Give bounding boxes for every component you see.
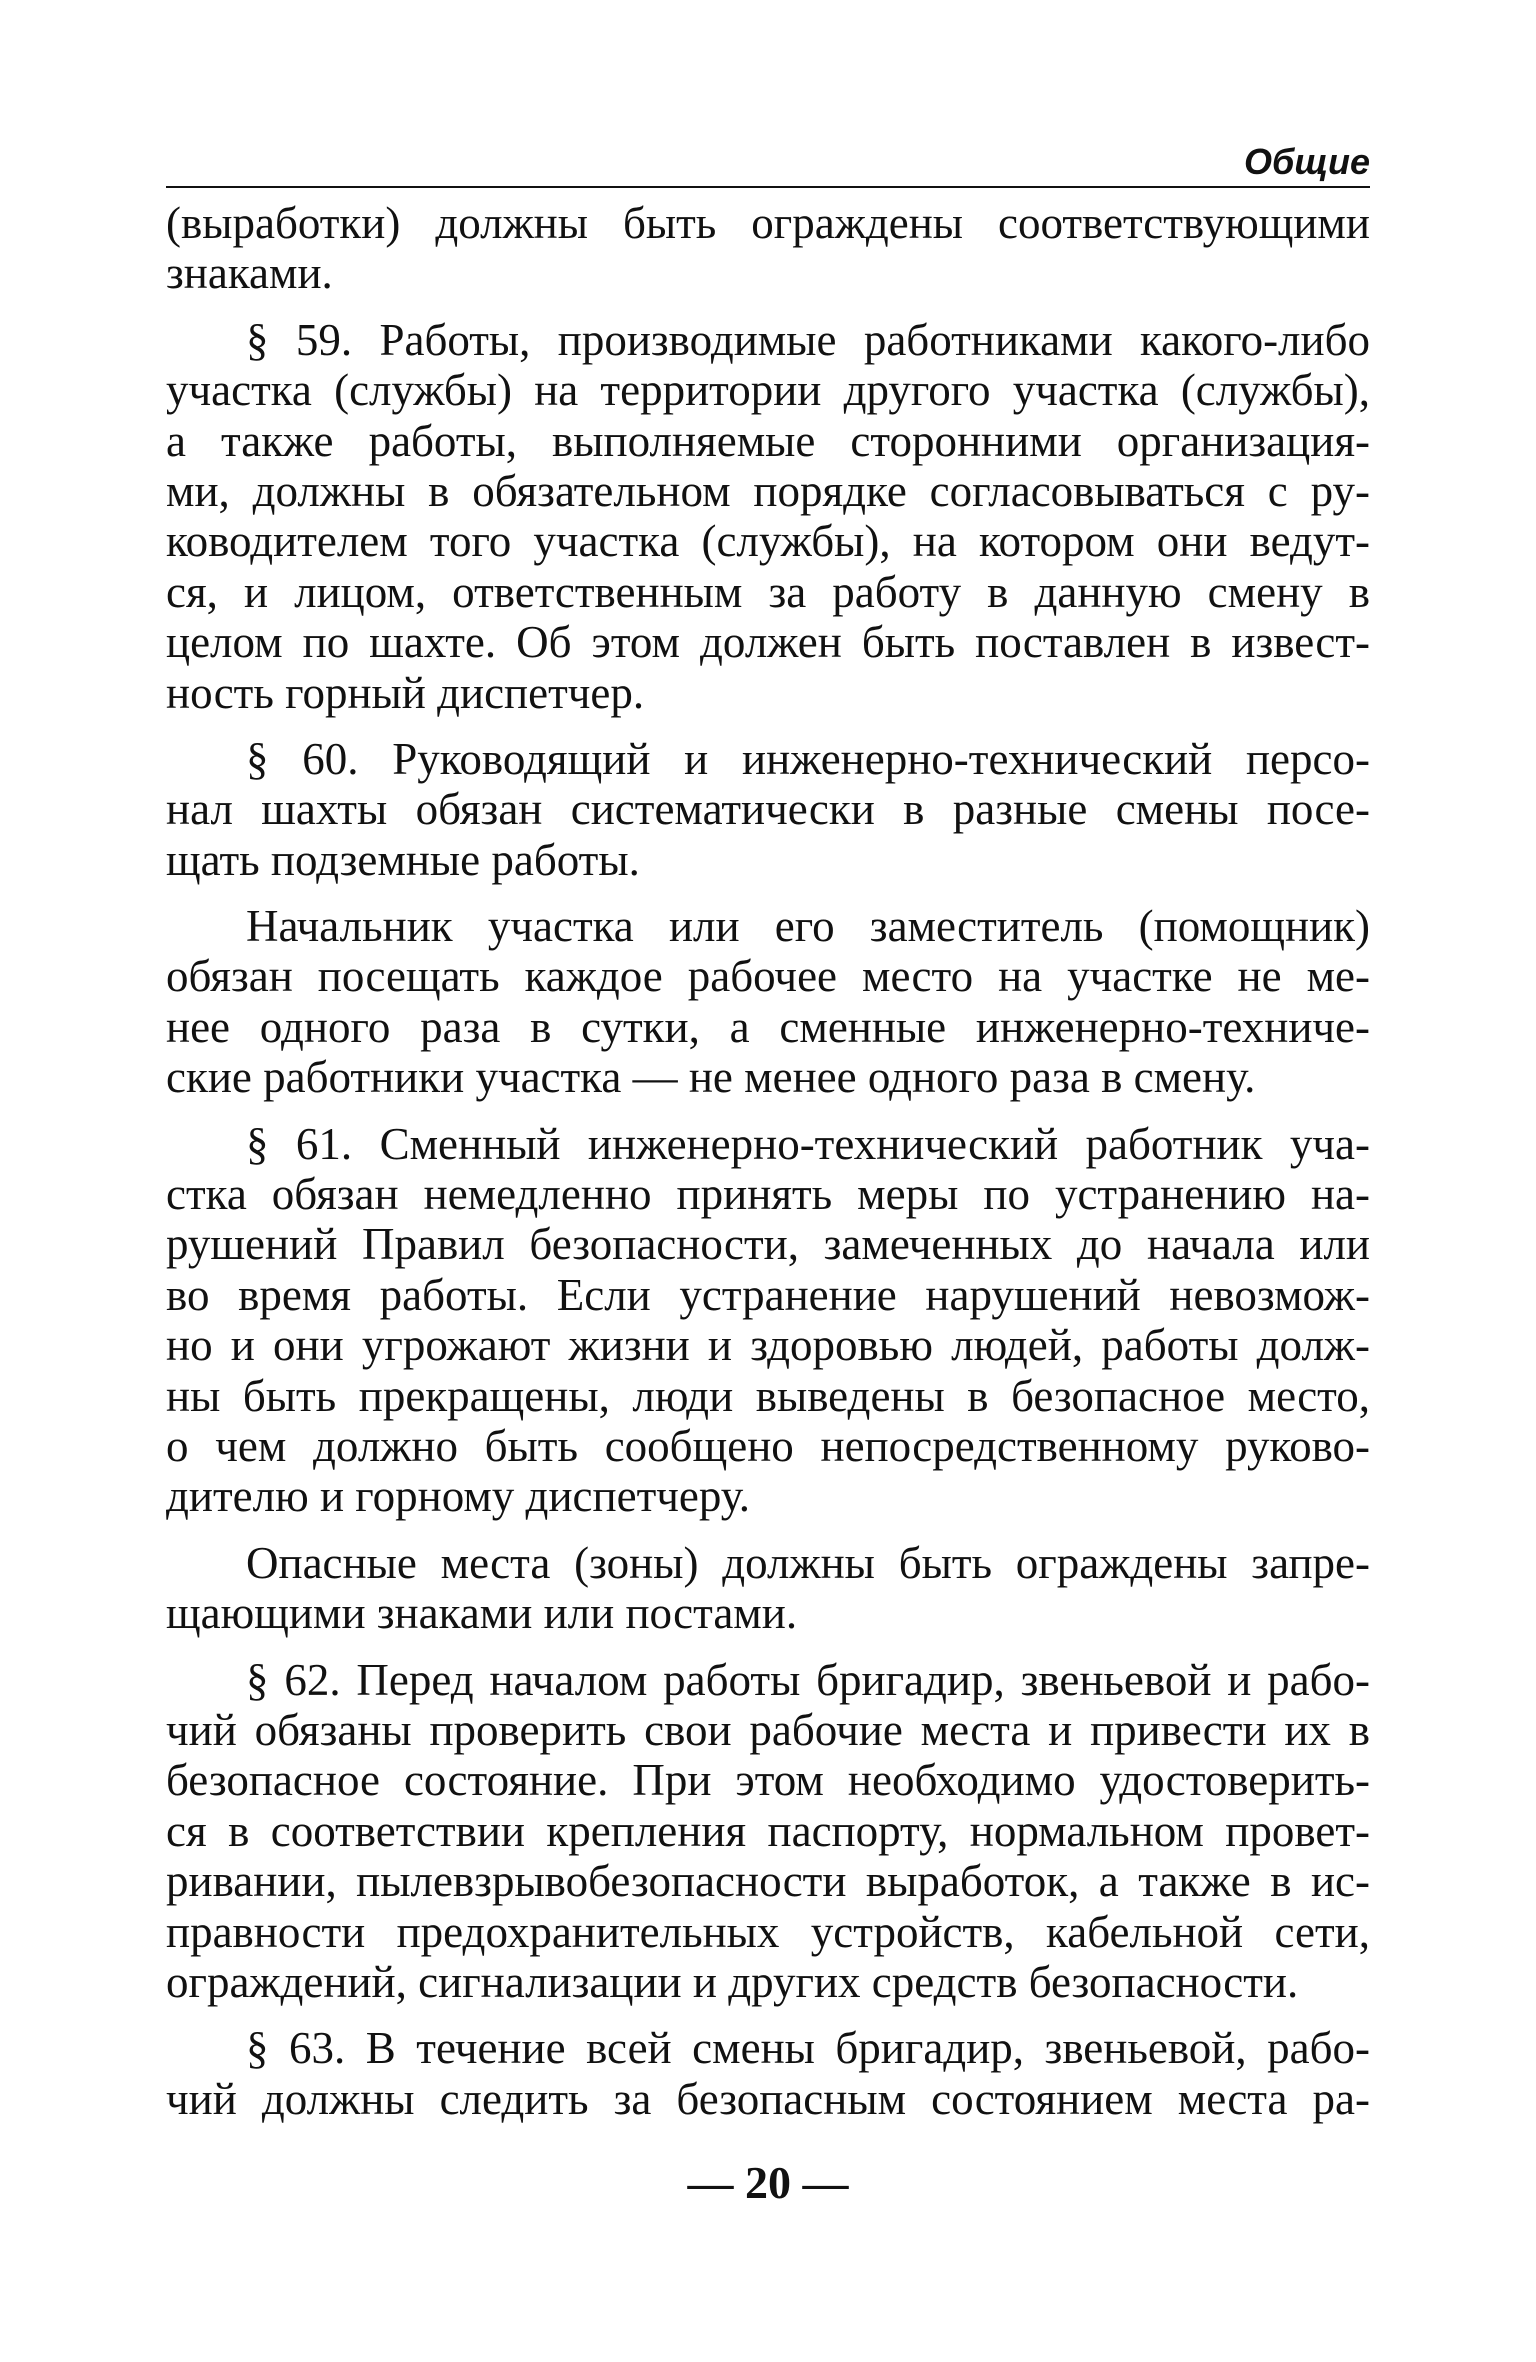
text-line: рушений Правил безопасности, замеченных до начала или [166,1219,1370,1270]
paragraph [166,1655,1370,2008]
text-line: нее одного раза в сутки, а сменные инженерно-техниче- [166,1001,1370,1052]
text-line: ны быть прекращены, люди выведены в безопасное место, [166,1370,1370,1421]
paragraph [166,734,1370,885]
text-line: целом по шахте. Об этом должен быть поставлен в извест- [166,617,1370,668]
text-line: § 59. Работы, производимые работниками какого-либо [246,314,1370,365]
text-line: § 61. Сменный инженерно-технический работник уча- [246,1118,1370,1169]
paragraph [166,2023,1370,2124]
text-line: а также работы, выполняемые сторонними организация- [166,415,1370,466]
text-line: во время работы. Если устранение нарушений невозмож- [166,1269,1370,1320]
text-line: щать подземные работы. [166,834,640,885]
section-title: Общие [1244,141,1370,182]
text-line: § 60. Руководящий и инженерно-технический персо- [246,733,1370,784]
page-body [166,140,1370,2124]
paragraph [166,315,1370,718]
text-line: безопасное состояние. При этом необходимо удостоверить- [166,1755,1370,1806]
text-line: но и они угрожают жизни и здоровью людей, работы долж- [166,1320,1370,1371]
running-header [166,140,1370,188]
text-line: ководителем того участка (службы), на котором они ведут- [166,516,1370,567]
text-line: ся, и лицом, ответственным за работу в данную смену в [166,566,1370,617]
text-line: знаками. [166,248,333,299]
text-line: участка (службы) на территории другого участка (службы), [166,365,1370,416]
text-line: Опасные места (зоны) должны быть ограждены запре- [246,1537,1370,1588]
text-body [166,198,1370,2124]
text-line: (выработки) должны быть ограждены соответствующими [166,198,1370,248]
paragraph [166,1538,1370,1639]
text-line: ся в соответствии крепления паспорту, нормальном провет- [166,1805,1370,1856]
text-line: Начальник участка или его заместитель (помощник) [246,901,1370,952]
text-line: правности предохранительных устройств, кабельной сети, [166,1906,1370,1957]
text-line: щающими знаками или постами. [166,1588,798,1639]
text-line: чий обязаны проверить свои рабочие места и привести их в [166,1704,1370,1755]
text-line: ские работники участка — не менее одного раза в смену. [166,1052,1256,1103]
text-line: ограждений, сигнализации и других средств безопасности. [166,1956,1299,2007]
text-line: ривании, пылевзрывобезопасности выработок, а также в ис- [166,1856,1370,1907]
text-line: стка обязан немедленно принять меры по устранению на- [166,1169,1370,1220]
text-line: о чем должно быть сообщено непосредственному руково- [166,1420,1370,1471]
paragraph [166,901,1370,1103]
text-line: обязан посещать каждое рабочее место на участке не ме- [166,951,1370,1002]
page-number: — 20 — [687,2157,849,2208]
text-line: § 62. Перед началом работы бригадир, звеньевой и рабо- [246,1654,1370,1705]
paragraph [166,1119,1370,1522]
text-line: ми, должны в обязательном порядке согласовываться с ру- [166,465,1370,516]
text-line: дителю и горному диспетчеру. [166,1471,750,1522]
text-line: § 63. В течение всей смены бригадир, звеньевой, рабо- [246,2023,1370,2074]
paragraph [166,198,1370,299]
text-line: чий должны следить за безопасным состоянием места ра- [166,2073,1370,2124]
text-line: ность горный диспетчер. [166,667,645,718]
text-line: нал шахты обязан систематически в разные смены посе- [166,784,1370,835]
